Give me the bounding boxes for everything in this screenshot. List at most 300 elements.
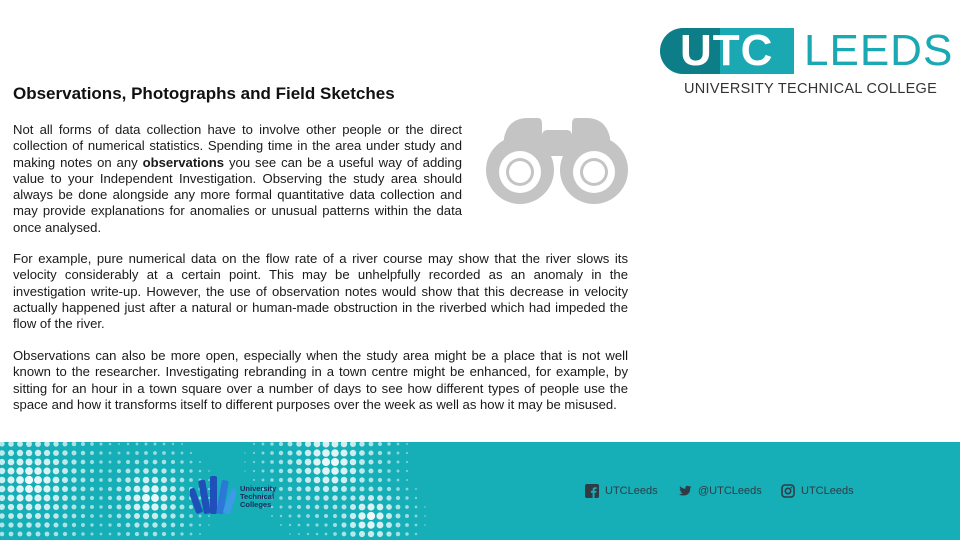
- facebook-link[interactable]: [585, 484, 658, 498]
- halftone-dot: [72, 514, 77, 519]
- utc-colleges-text: [240, 485, 276, 509]
- paragraph-intro: [13, 122, 462, 236]
- halftone-dot: [368, 468, 373, 473]
- halftone-dot: [90, 496, 94, 500]
- halftone-dot: [25, 467, 33, 475]
- halftone-dot: [171, 460, 175, 464]
- halftone-dot: [43, 476, 50, 483]
- halftone-dot: [126, 469, 131, 474]
- halftone-dot: [305, 486, 311, 492]
- halftone-dot: [161, 486, 168, 493]
- halftone-dot: [7, 485, 14, 492]
- halftone-dot: [406, 479, 408, 481]
- halftone-dot: [152, 468, 158, 474]
- halftone-dot: [332, 495, 338, 501]
- halftone-dot: [387, 469, 391, 473]
- halftone-dot: [322, 467, 330, 475]
- halftone-dot: [378, 442, 382, 446]
- halftone-dot: [34, 476, 42, 484]
- halftone-dot: [135, 451, 139, 455]
- halftone-dot: [8, 504, 14, 510]
- halftone-dot: [125, 486, 131, 492]
- halftone-dot: [189, 469, 192, 472]
- halftone-dot: [406, 461, 408, 463]
- halftone-dot: [279, 460, 283, 464]
- halftone-dot: [368, 531, 374, 537]
- halftone-dot: [53, 459, 59, 465]
- halftone-dot: [72, 532, 76, 536]
- halftone-dot: [25, 485, 33, 493]
- halftone-dot: [306, 505, 310, 509]
- halftone-dot: [35, 513, 41, 519]
- halftone-dot: [136, 443, 139, 446]
- halftone-dot: [315, 523, 318, 526]
- halftone-dot: [387, 442, 390, 445]
- halftone-dot: [142, 485, 149, 492]
- halftone-dot: [35, 522, 41, 528]
- halftone-dot: [161, 504, 168, 511]
- halftone-dot: [27, 532, 32, 537]
- halftone-dot: [125, 477, 131, 483]
- halftone-dot: [296, 459, 302, 465]
- halftone-dot: [8, 450, 14, 456]
- halftone-dot: [62, 450, 67, 455]
- halftone-dot: [296, 442, 302, 447]
- halftone-dot: [90, 478, 94, 482]
- halftone-dot: [90, 487, 94, 491]
- halftone-dot: [116, 495, 121, 500]
- halftone-dot: [367, 512, 375, 520]
- halftone-dot: [117, 469, 121, 473]
- halftone-dot: [386, 495, 391, 500]
- halftone-dot: [43, 485, 50, 492]
- halftone-dot: [396, 505, 401, 510]
- halftone-dot: [208, 470, 210, 472]
- halftone-dot: [25, 476, 33, 484]
- halftone-dot: [180, 532, 183, 535]
- halftone-dot: [313, 458, 320, 465]
- halftone-dot: [333, 505, 338, 510]
- halftone-dot: [397, 461, 400, 464]
- halftone-dot: [0, 486, 5, 493]
- utc-colleges-line-1: University: [240, 484, 277, 493]
- halftone-dot: [90, 523, 93, 526]
- halftone-dot: [396, 496, 400, 500]
- halftone-dot: [99, 505, 102, 508]
- halftone-dot: [369, 478, 374, 483]
- halftone-dot: [81, 532, 85, 536]
- halftone-dot: [331, 467, 339, 475]
- halftone-dot: [117, 523, 121, 527]
- halftone-dot: [125, 504, 131, 510]
- halftone-dot: [289, 524, 291, 526]
- halftone-dot: [340, 458, 347, 465]
- halftone-dot: [108, 496, 112, 500]
- halftone-dot: [34, 467, 42, 475]
- halftone-dot: [26, 450, 33, 457]
- halftone-dot: [100, 524, 103, 527]
- halftone-dot: [289, 533, 291, 535]
- halftone-dot: [288, 442, 293, 446]
- halftone-dot: [253, 452, 255, 454]
- halftone-dot: [305, 495, 310, 500]
- halftone-dot: [90, 469, 94, 473]
- halftone-dot: [162, 532, 166, 536]
- halftone-dot: [386, 522, 392, 528]
- halftone-dot: [359, 442, 364, 447]
- halftone-dot: [153, 451, 157, 455]
- halftone-dot: [333, 514, 337, 518]
- halftone-dot: [340, 467, 347, 474]
- halftone-dot: [171, 451, 174, 454]
- halftone-dot: [134, 504, 141, 511]
- halftone-dot: [9, 532, 14, 537]
- halftone-dot: [377, 531, 383, 537]
- halftone-dot: [44, 513, 50, 519]
- halftone-dot: [151, 494, 159, 502]
- halftone-dot: [0, 522, 5, 527]
- halftone-dot: [125, 495, 131, 501]
- halftone-dot: [99, 442, 102, 445]
- halftone-dot: [8, 522, 13, 527]
- halftone-dot: [323, 495, 329, 501]
- halftone-dot: [378, 460, 382, 464]
- halftone-dot: [305, 442, 311, 447]
- halftone-dot: [0, 442, 5, 447]
- halftone-dot: [134, 468, 139, 473]
- halftone-dot: [108, 505, 112, 509]
- halftone-dot: [262, 452, 265, 455]
- halftone-dot: [315, 505, 320, 510]
- halftone-dot: [368, 486, 373, 491]
- halftone-dot: [134, 486, 141, 493]
- halftone-dot: [118, 452, 121, 455]
- halftone-dot: [387, 487, 391, 491]
- halftone-dot: [350, 477, 356, 483]
- halftone-dot: [44, 495, 51, 502]
- halftone-dot: [162, 451, 166, 455]
- halftone-dot: [378, 469, 382, 473]
- halftone-dot: [25, 494, 32, 501]
- halftone-dot: [359, 486, 364, 491]
- halftone-dot: [341, 495, 346, 500]
- halftone-dot: [358, 512, 365, 519]
- halftone-dot: [8, 459, 15, 466]
- halftone-dot: [44, 442, 50, 447]
- halftone-dot: [350, 504, 356, 510]
- utc-colleges-line-3: Colleges: [240, 500, 272, 509]
- halftone-dot: [378, 451, 382, 455]
- halftone-dot: [53, 450, 59, 456]
- halftone-dot: [16, 467, 23, 474]
- halftone-dot: [350, 459, 357, 466]
- halftone-dot: [117, 460, 121, 464]
- instagram-link[interactable]: [781, 484, 854, 498]
- halftone-dot: [17, 522, 23, 528]
- halftone-dot: [72, 442, 77, 446]
- halftone-dot: [133, 494, 140, 501]
- halftone-dot: [323, 442, 330, 447]
- halftone-dot: [44, 459, 51, 466]
- halftone-dot: [72, 451, 77, 456]
- halftone-dot: [17, 459, 24, 466]
- halftone-dot: [298, 524, 301, 527]
- halftone-dot: [397, 443, 400, 446]
- halftone-dot: [405, 532, 409, 536]
- halftone-dot: [190, 452, 192, 454]
- halftone-dot: [26, 504, 33, 511]
- halftone-dot: [306, 523, 309, 526]
- halftone-dot: [341, 486, 347, 492]
- halftone-dot: [8, 442, 14, 447]
- halftone-dot: [71, 495, 76, 500]
- halftone-dot: [0, 513, 5, 519]
- halftone-dot: [316, 533, 319, 536]
- halftone-dot: [144, 460, 149, 465]
- halftone-dot: [99, 496, 103, 500]
- halftone-dot: [144, 451, 148, 455]
- halftone-dot: [53, 442, 58, 447]
- halftone-dot: [0, 532, 4, 537]
- halftone-dot: [244, 452, 246, 454]
- halftone-dot: [368, 459, 373, 464]
- halftone-dot: [313, 467, 320, 474]
- halftone-dot: [53, 513, 59, 519]
- halftone-dot: [377, 504, 384, 511]
- halftone-dot: [8, 495, 15, 502]
- halftone-dot: [387, 460, 391, 464]
- halftone-dot: [26, 442, 32, 447]
- utc-logo-mark: [660, 28, 794, 74]
- halftone-dot: [350, 522, 356, 528]
- halftone-dot: [117, 532, 120, 535]
- halftone-dot: [359, 450, 365, 456]
- halftone-dot: [71, 486, 76, 491]
- halftone-dot: [415, 533, 418, 536]
- halftone-dot: [377, 495, 383, 501]
- halftone-dot: [180, 523, 184, 527]
- halftone-dot: [161, 477, 167, 483]
- halftone-dot: [406, 488, 409, 491]
- halftone-dot: [143, 477, 150, 484]
- halftone-dot: [44, 522, 49, 527]
- halftone-dot: [172, 443, 174, 445]
- halftone-dot: [81, 496, 86, 501]
- halftone-dot: [17, 442, 23, 447]
- halftone-dot: [369, 442, 374, 446]
- halftone-dot: [170, 504, 176, 510]
- halftone-dot: [341, 442, 348, 447]
- twitter-link[interactable]: [678, 484, 762, 498]
- halftone-dot: [142, 494, 150, 502]
- halftone-dot: [81, 460, 86, 465]
- halftone-dot: [341, 513, 346, 518]
- halftone-dot: [109, 461, 112, 464]
- halftone-dot: [323, 477, 330, 484]
- halftone-dot: [287, 450, 292, 455]
- halftone-dot: [134, 513, 140, 519]
- utc-colleges-line-2: Technical: [240, 492, 275, 501]
- halftone-dot: [324, 505, 329, 510]
- halftone-dot: [126, 532, 130, 536]
- halftone-dot: [62, 495, 68, 501]
- halftone-dot: [81, 469, 86, 474]
- halftone-dot: [179, 495, 184, 500]
- halftone-dot: [81, 487, 86, 492]
- halftone-dot: [350, 495, 355, 500]
- halftone-dot: [350, 513, 356, 519]
- halftone-dot: [63, 523, 68, 528]
- paragraph-intro-bold: observations: [142, 154, 225, 170]
- paragraph-intro-text-2: you see can be a useful way of adding value to your Independent Investigation. Observing the study area should always be done alongside any more formal quantitative data collection and may provide explanations for anomalies or unusual patterns within the data once analysed.: [13, 154, 462, 235]
- halftone-dot: [118, 443, 120, 445]
- halftone-dot: [424, 506, 426, 508]
- halftone-dot: [180, 469, 184, 473]
- halftone-dot: [396, 487, 400, 491]
- halftone-dot: [145, 443, 148, 446]
- page-heading: Observations, Photographs and Field Sketches: [13, 84, 395, 103]
- facebook-icon: [585, 484, 599, 498]
- twitter-icon: [678, 484, 692, 498]
- halftone-dot: [17, 450, 23, 456]
- halftone-dot: [305, 459, 312, 466]
- halftone-dot: [181, 452, 184, 455]
- halftone-dot: [109, 443, 112, 446]
- halftone-dot: [305, 450, 312, 457]
- halftone-dot: [163, 443, 166, 446]
- halftone-dot: [36, 532, 41, 537]
- halftone-dot: [35, 504, 42, 511]
- halftone-dot: [208, 524, 210, 526]
- halftone-dot: [287, 468, 292, 473]
- halftone-dot: [376, 512, 383, 519]
- halftone-dot: [72, 523, 76, 527]
- halftone-dot: [90, 442, 94, 446]
- halftone-dot: [152, 477, 159, 484]
- halftone-dot: [135, 532, 139, 536]
- halftone-dot: [199, 470, 202, 473]
- halftone-dot: [331, 458, 339, 466]
- halftone-dot: [116, 486, 121, 491]
- halftone-dot: [280, 524, 282, 526]
- halftone-dot: [99, 460, 103, 464]
- halftone-dot: [152, 522, 157, 527]
- halftone-dot: [134, 522, 139, 527]
- halftone-dot: [244, 470, 246, 472]
- halftone-dot: [26, 522, 32, 528]
- halftone-dot: [331, 449, 339, 457]
- halftone-dot: [71, 468, 76, 473]
- halftone-dot: [287, 459, 292, 464]
- halftone-dot: [397, 479, 400, 482]
- halftone-dot: [35, 442, 41, 447]
- halftone-dot: [44, 450, 50, 456]
- paragraph-example: For example, pure numerical data on the flow rate of a river course may show that the river slows its velocity considerably at a certain point. This may be unhelpfully recorded as an anomaly in the investigation write-up. However, the use of observation notes would show that this decrease in velocity actually happened just after a natural or human-made obstruction in the riverbed which had impeded the flow of the river.: [13, 251, 628, 332]
- halftone-dot: [16, 485, 24, 493]
- halftone-dot: [332, 477, 339, 484]
- halftone-dot: [25, 458, 32, 465]
- halftone-dot: [180, 505, 185, 510]
- halftone-dot: [415, 524, 418, 527]
- halftone-dot: [99, 451, 102, 454]
- halftone-dot: [199, 461, 201, 463]
- halftone-dot: [162, 460, 167, 465]
- halftone-dot: [134, 477, 140, 483]
- halftone-dot: [350, 531, 356, 537]
- halftone-dot: [90, 451, 94, 455]
- halftone-dot: [315, 514, 319, 518]
- halftone-dot: [62, 477, 68, 483]
- instagram-label: UTCLeeds: [801, 485, 854, 497]
- halftone-dot: [161, 522, 166, 527]
- halftone-dot: [396, 532, 400, 536]
- halftone-dot: [62, 468, 68, 474]
- halftone-dot: [325, 533, 328, 536]
- halftone-dot: [90, 532, 93, 535]
- halftone-dot: [62, 504, 68, 510]
- halftone-dot: [406, 470, 408, 472]
- utc-colleges-mark: [190, 474, 236, 516]
- halftone-dot: [0, 495, 5, 501]
- halftone-dot: [16, 476, 24, 484]
- halftone-dot: [54, 532, 59, 537]
- halftone-dot: [71, 504, 76, 509]
- halftone-dot: [386, 504, 392, 510]
- halftone-dot: [7, 476, 14, 483]
- halftone-dot: [108, 523, 111, 526]
- halftone-dot: [171, 523, 176, 528]
- halftone-dot: [0, 450, 5, 456]
- halftone-dot: [405, 523, 409, 527]
- halftone-dot: [189, 523, 192, 526]
- halftone-dot: [90, 514, 94, 518]
- halftone-dot: [270, 442, 274, 446]
- halftone-dot: [180, 487, 185, 492]
- twitter-label: @UTCLeeds: [698, 485, 762, 497]
- halftone-dot: [53, 504, 59, 510]
- halftone-dot: [368, 450, 373, 455]
- halftone-dot: [90, 460, 94, 464]
- halftone-dot: [367, 503, 374, 510]
- halftone-dot: [244, 461, 246, 463]
- halftone-dot: [324, 514, 328, 518]
- halftone-dot: [305, 477, 311, 483]
- halftone-dot: [171, 469, 176, 474]
- halftone-dot: [0, 477, 5, 484]
- paragraph-observations: Observations can also be more open, especially when the study area might be a place that is not well known to the researcher. Investigating rebranding in a town centre might be enhanced, for example, by sitting for an hour in a town square over a number of days to see how different types of people use the space and how it transforms itself to different purposes over the week as well as how it may be misused.: [13, 348, 628, 412]
- halftone-dot: [359, 468, 365, 474]
- halftone-dot: [314, 442, 321, 447]
- halftone-dot: [314, 477, 321, 484]
- halftone-dot: [143, 513, 149, 519]
- halftone-dot: [117, 478, 122, 483]
- halftone-dot: [333, 532, 337, 536]
- halftone-dot: [262, 443, 265, 446]
- halftone-dot: [387, 451, 391, 455]
- halftone-dot: [45, 532, 50, 537]
- logo-leeds-text: LEEDS: [804, 26, 954, 75]
- halftone-dot: [341, 477, 348, 484]
- halftone-dot: [8, 513, 14, 519]
- instagram-icon: [781, 484, 795, 498]
- halftone-dot: [322, 458, 330, 466]
- halftone-dot: [90, 505, 94, 509]
- halftone-dot: [34, 485, 42, 493]
- halftone-dot: [153, 532, 158, 537]
- halftone-dot: [43, 467, 50, 474]
- halftone-dot: [152, 513, 158, 519]
- halftone-dot: [305, 468, 312, 475]
